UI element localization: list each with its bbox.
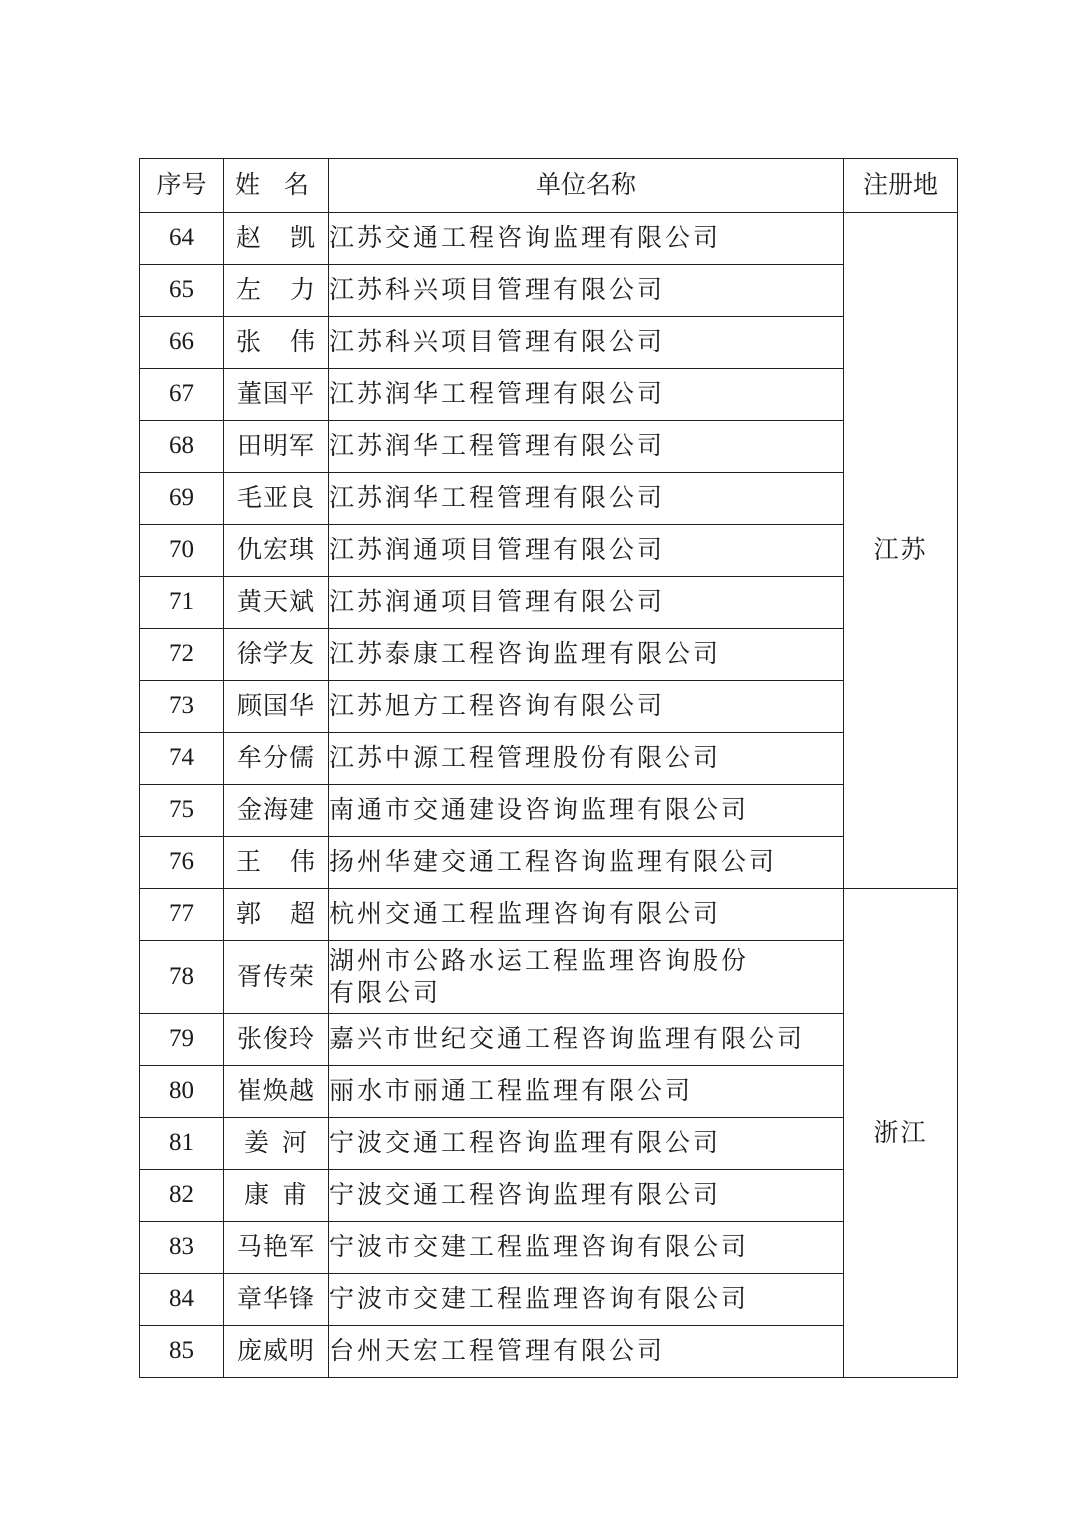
row-organization: 扬州华建交通工程咨询监理有限公司 — [329, 837, 844, 889]
row-serial-no: 80 — [140, 1066, 224, 1118]
row-organization: 台州天宏工程管理有限公司 — [329, 1326, 844, 1378]
row-organization — [329, 941, 844, 1014]
table-row — [140, 1222, 958, 1274]
region-zhejiang: 浙江 — [844, 889, 958, 1378]
row-organization: 宁波交通工程咨询监理有限公司 — [329, 1118, 844, 1170]
table-row — [140, 265, 958, 317]
row-name: 王 伟 — [224, 837, 329, 889]
row-name: 赵 凯 — [224, 213, 329, 265]
row-organization: 江苏交通工程咨询监理有限公司 — [329, 213, 844, 265]
row-serial-no: 83 — [140, 1222, 224, 1274]
row-serial-no: 66 — [140, 317, 224, 369]
row-serial-no: 64 — [140, 213, 224, 265]
row-name: 马艳军 — [224, 1222, 329, 1274]
table-row — [140, 1066, 958, 1118]
row-organization: 江苏中源工程管理股份有限公司 — [329, 733, 844, 785]
row-organization: 嘉兴市世纪交通工程咨询监理有限公司 — [329, 1014, 844, 1066]
row-serial-no: 76 — [140, 837, 224, 889]
table-row — [140, 1326, 958, 1378]
row-name: 张 伟 — [224, 317, 329, 369]
row-serial-no: 68 — [140, 421, 224, 473]
row-name: 金海建 — [224, 785, 329, 837]
row-organization-line-2: 有限公司 — [329, 978, 442, 1007]
header-organization: 单位名称 — [329, 159, 844, 213]
row-name: 张俊玲 — [224, 1014, 329, 1066]
row-serial-no: 81 — [140, 1118, 224, 1170]
row-serial-no: 74 — [140, 733, 224, 785]
table-row — [140, 317, 958, 369]
table-row — [140, 889, 958, 941]
row-name: 崔焕越 — [224, 1066, 329, 1118]
table-row — [140, 525, 958, 577]
table-header-row — [140, 159, 958, 213]
table-row — [140, 1014, 958, 1066]
row-name: 顾国华 — [224, 681, 329, 733]
row-name: 郭 超 — [224, 889, 329, 941]
row-serial-no: 79 — [140, 1014, 224, 1066]
row-name: 胥传荣 — [224, 941, 329, 1014]
table-row — [140, 1170, 958, 1222]
row-organization: 江苏润通项目管理有限公司 — [329, 525, 844, 577]
row-organization-line-1: 湖州市公路水运工程监理咨询股份 — [329, 945, 750, 975]
row-name: 黄天斌 — [224, 577, 329, 629]
row-serial-no: 77 — [140, 889, 224, 941]
row-serial-no: 70 — [140, 525, 224, 577]
row-serial-no: 75 — [140, 785, 224, 837]
row-organization: 宁波市交建工程监理咨询有限公司 — [329, 1222, 844, 1274]
table-row — [140, 785, 958, 837]
row-serial-no: 85 — [140, 1326, 224, 1378]
row-organization: 江苏科兴项目管理有限公司 — [329, 317, 844, 369]
personnel-table — [139, 158, 958, 1378]
row-serial-no: 84 — [140, 1274, 224, 1326]
row-serial-no: 67 — [140, 369, 224, 421]
table-row — [140, 1118, 958, 1170]
row-name: 董国平 — [224, 369, 329, 421]
table-row — [140, 837, 958, 889]
row-name: 康 甫 — [224, 1170, 329, 1222]
table-row — [140, 1274, 958, 1326]
header-serial-no: 序号 — [140, 159, 224, 213]
table-row — [140, 941, 958, 1014]
row-organization: 宁波交通工程咨询监理有限公司 — [329, 1170, 844, 1222]
row-serial-no: 72 — [140, 629, 224, 681]
row-organization: 杭州交通工程监理咨询有限公司 — [329, 889, 844, 941]
row-organization: 江苏旭方工程咨询有限公司 — [329, 681, 844, 733]
row-organization: 南通市交通建设咨询监理有限公司 — [329, 785, 844, 837]
row-name: 徐学友 — [224, 629, 329, 681]
row-organization: 宁波市交建工程监理咨询有限公司 — [329, 1274, 844, 1326]
table-row — [140, 473, 958, 525]
table-row — [140, 421, 958, 473]
row-name: 章华锋 — [224, 1274, 329, 1326]
row-name: 庞威明 — [224, 1326, 329, 1378]
row-serial-no: 71 — [140, 577, 224, 629]
row-organization: 江苏润华工程管理有限公司 — [329, 421, 844, 473]
row-organization: 江苏润华工程管理有限公司 — [329, 473, 844, 525]
row-name: 左 力 — [224, 265, 329, 317]
row-serial-no: 69 — [140, 473, 224, 525]
row-name: 毛亚良 — [224, 473, 329, 525]
table-row — [140, 577, 958, 629]
table-row — [140, 681, 958, 733]
row-serial-no: 73 — [140, 681, 224, 733]
row-name: 姜 河 — [224, 1118, 329, 1170]
row-organization: 江苏泰康工程咨询监理有限公司 — [329, 629, 844, 681]
header-registration-place: 注册地 — [844, 159, 958, 213]
row-name: 仇宏琪 — [224, 525, 329, 577]
row-name: 田明军 — [224, 421, 329, 473]
table-row — [140, 369, 958, 421]
row-serial-no: 78 — [140, 941, 224, 1014]
row-serial-no: 82 — [140, 1170, 224, 1222]
table-row — [140, 629, 958, 681]
table-row — [140, 213, 958, 265]
table-row — [140, 733, 958, 785]
row-organization: 江苏科兴项目管理有限公司 — [329, 265, 844, 317]
row-organization: 江苏润华工程管理有限公司 — [329, 369, 844, 421]
region-jiangsu: 江苏 — [844, 213, 958, 889]
row-organization: 丽水市丽通工程监理有限公司 — [329, 1066, 844, 1118]
row-name: 牟分儒 — [224, 733, 329, 785]
header-name: 姓 名 — [224, 159, 329, 213]
row-serial-no: 65 — [140, 265, 224, 317]
row-organization: 江苏润通项目管理有限公司 — [329, 577, 844, 629]
